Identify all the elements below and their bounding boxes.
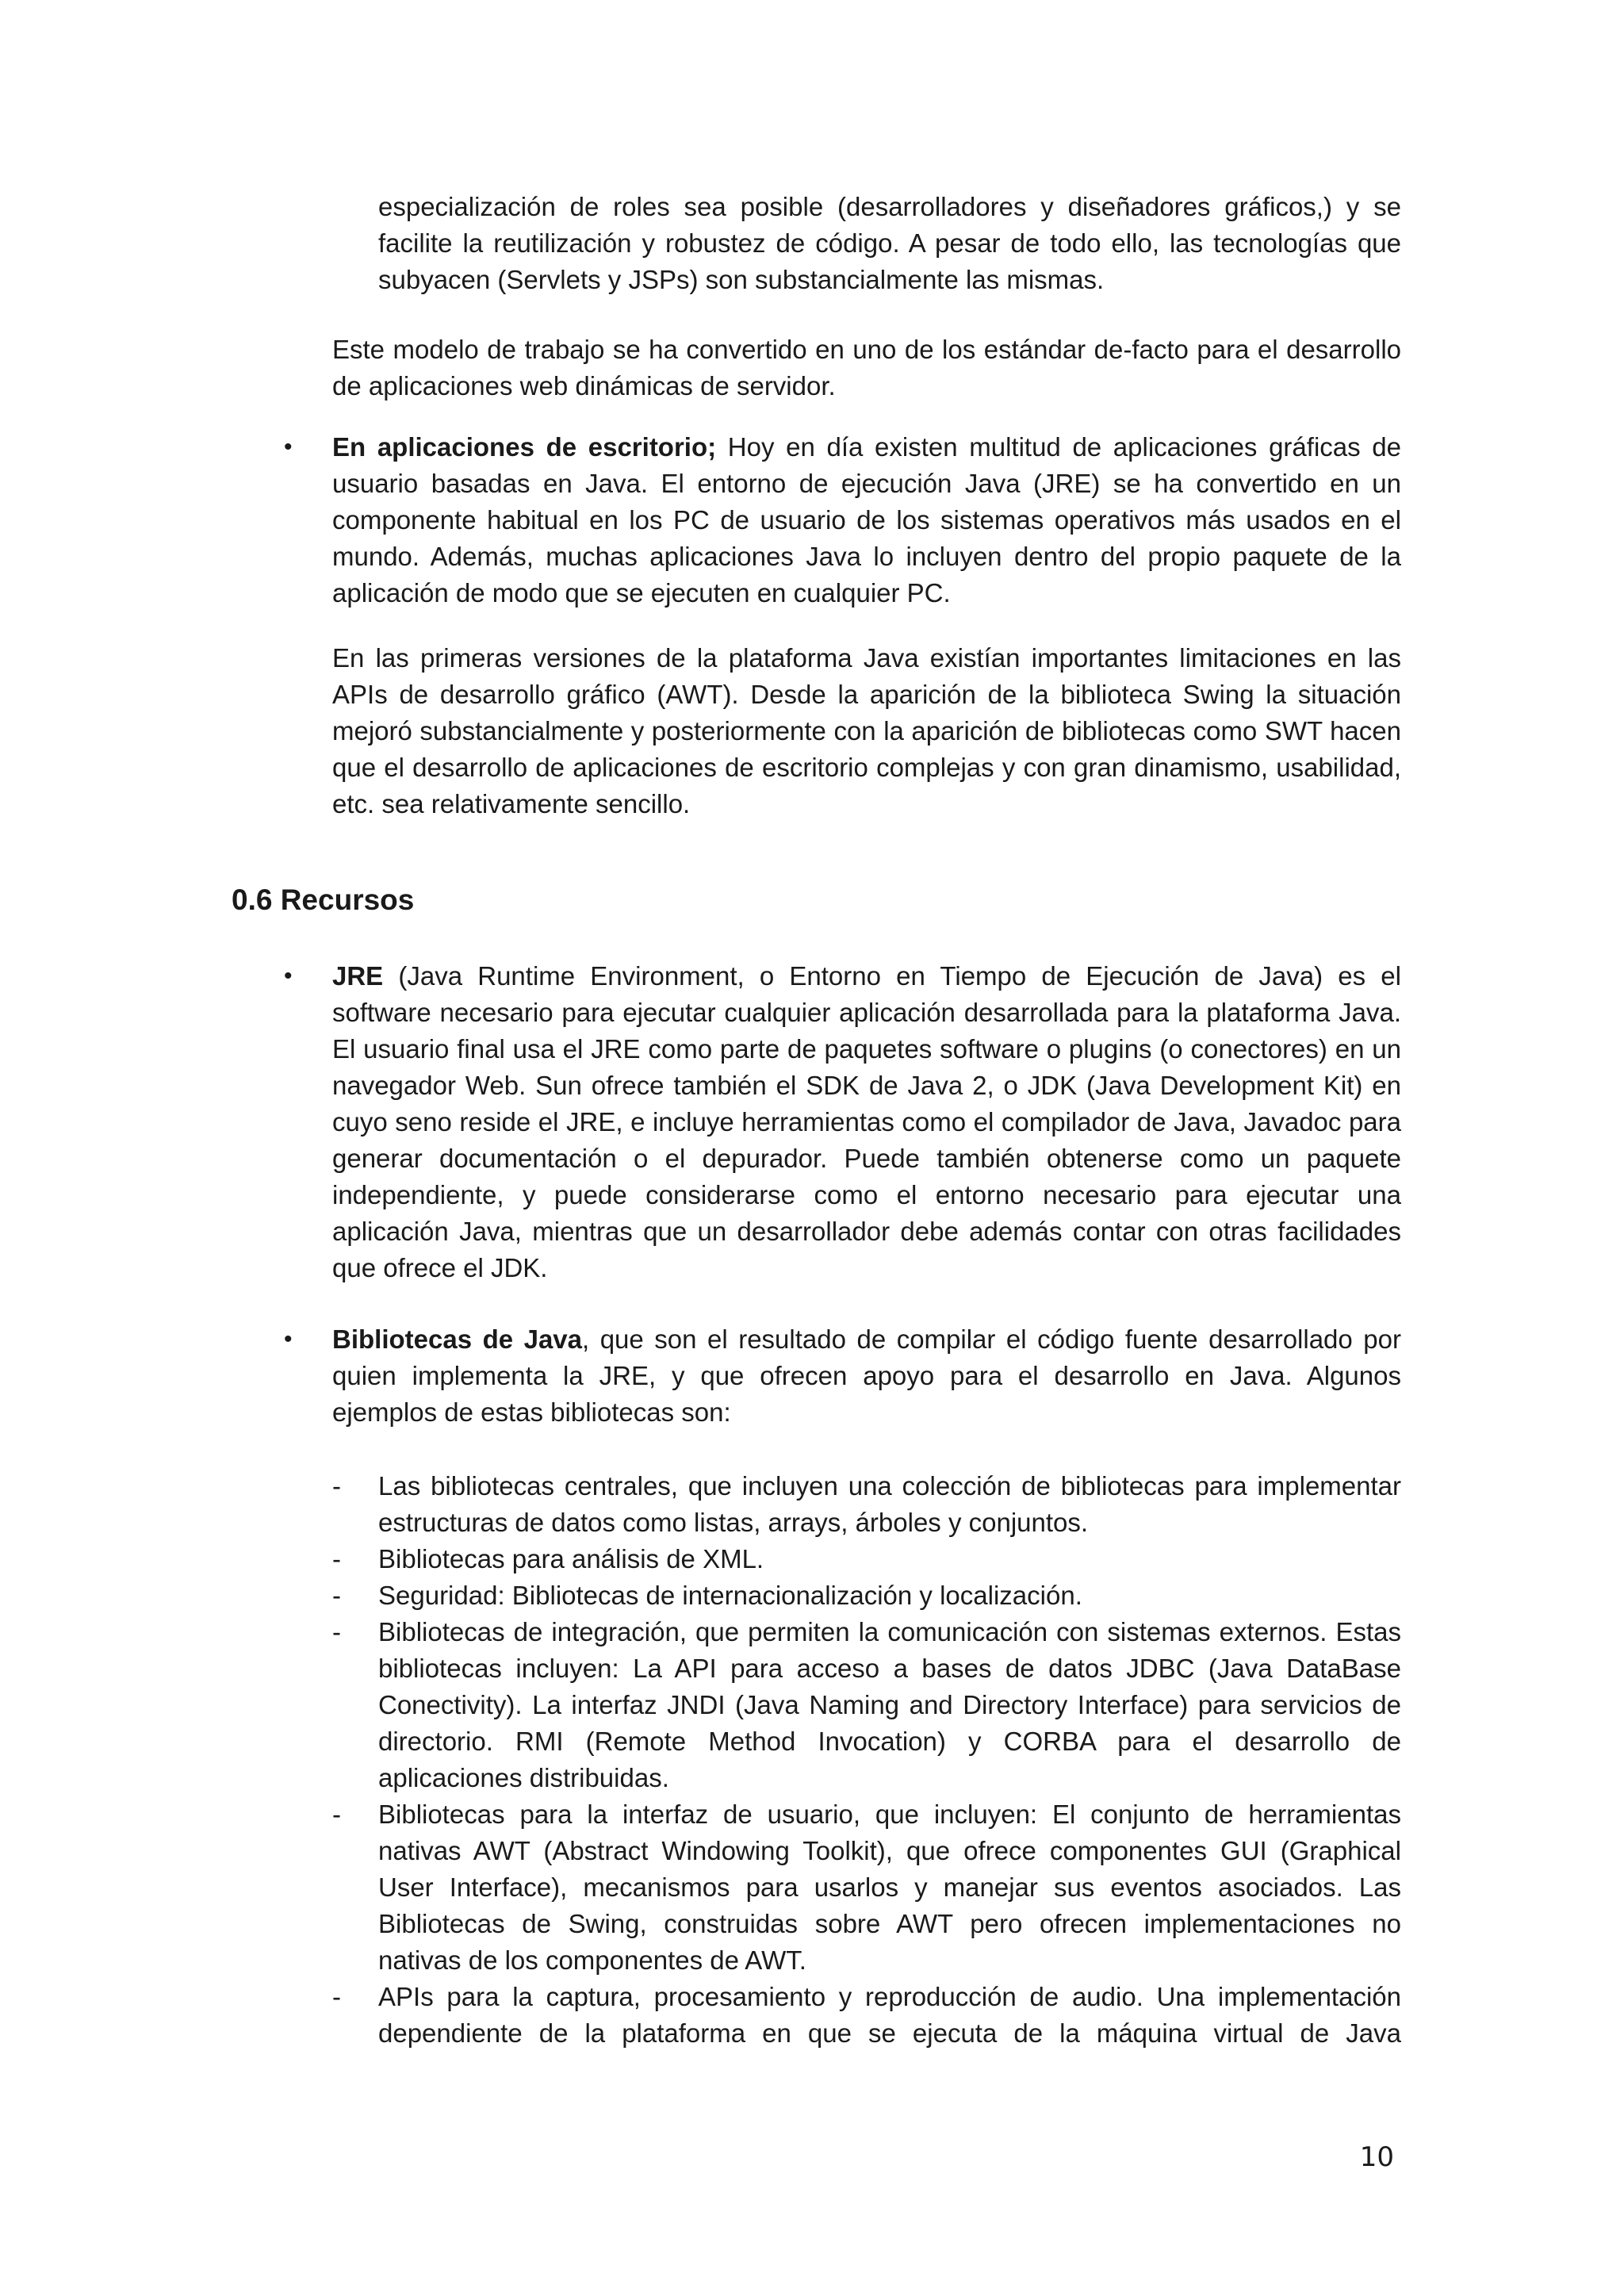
bullet-icon: • <box>284 963 293 989</box>
library-list-item: Seguridad: Bibliotecas de internacionalización y localización. <box>378 1581 1082 1610</box>
desktop-bullet-text: Hoy en día existen multitud de aplicaciones gráficas de usuario basadas en Java. El entorno de ejecución Java (JRE) se ha convertido en un componente habitual en los PC de usuario de los sistemas operativos más usados en el mundo. Además, muchas aplicaciones Java lo incluyen dentro del propio paquete de la aplicación de modo que se ejecuten en cualquier PC. <box>332 432 1401 608</box>
model-paragraph: Este modelo de trabajo se ha convertido en uno de los estándar de-facto para el desarrollo de aplicaciones web dinámicas de servidor. <box>332 335 1401 401</box>
jre-bullet-paragraph <box>332 958 1401 1286</box>
libraries-bullet-text: , que son el resultado de compilar el código fuente desarrollado por quien implementa la JRE, y que ofrecen apoyo para el desarrollo en Java. Algunos ejemplos de estas bibliotecas son: <box>332 1324 1401 1427</box>
dash-marker: - <box>332 1581 341 1610</box>
library-list-item: Bibliotecas para análisis de XML. <box>378 1544 764 1573</box>
jre-bullet-title: JRE <box>332 961 384 991</box>
desktop-bullet-paragraph <box>332 429 1401 611</box>
jre-bullet-text: (Java Runtime Environment, o Entorno en Tiempo de Ejecución de Java) es el software necesario para ejecutar cualquier aplicación desarrollada para la plataforma Java. El usuario final usa el JRE como parte de paquetes software o plugins (o conectores) en un navegador Web. Sun ofrece también el SDK de Java 2, o JDK (Java Development Kit) en cuyo seno reside el JRE, e incluye herramientas como el compilador de Java, Javadoc para generar documentación o el depurador. Puede también obtenerse como un paquete independiente, y puede considerarse como el entorno necesario para ejecutar una aplicación Java, mientras que un desarrollador debe además contar con otras facilidades que ofrece el JDK. <box>332 961 1401 1282</box>
page-number: 10 <box>1359 2141 1394 2173</box>
bullet-icon: • <box>284 1326 293 1352</box>
dash-marker: - <box>332 1982 341 2011</box>
library-list-item: Las bibliotecas centrales, que incluyen una colección de bibliotecas para implementar estructuras de datos como listas, arrays, árboles y conjuntos. <box>378 1471 1401 1537</box>
bullet-icon: • <box>284 434 293 460</box>
dash-marker: - <box>332 1800 341 1829</box>
desktop-bullet-title: En aplicaciones de escritorio; <box>332 432 717 462</box>
section-heading: 0.6 Recursos <box>232 884 415 916</box>
libraries-bullet-title: Bibliotecas de Java <box>332 1324 583 1354</box>
intro-continuation-paragraph: especialización de roles sea posible (desarrolladores y diseñadores gráficos,) y se facilite la reutilización y robustez de código. A pesar de todo ello, las tecnologías que subyacen (Servlets y JSPs) son substancialmente las mismas. <box>378 192 1401 294</box>
desktop-paragraph-2: En las primeras versiones de la plataforma Java existían importantes limitaciones en las APIs de desarrollo gráfico (AWT). Desde la aparición de la biblioteca Swing la situación mejoró substancialmente y posteriormente con la aparición de bibliotecas como SWT hacen que el desarrollo de aplicaciones de escritorio complejas y con gran dinamismo, usabilidad, etc. sea relativamente sencillo. <box>332 643 1401 818</box>
dash-marker: - <box>332 1617 341 1646</box>
library-list-item: Bibliotecas de integración, que permiten la comunicación con sistemas externos. Estas bibliotecas incluyen: La API para acceso a bases de datos JDBC (Java DataBase Conectivity). La interfaz JNDI (Java Naming and Directory Interface) para servicios de directorio. RMI (Remote Method Invocation) y CORBA para el desarrollo de aplicaciones distribuidas. <box>378 1617 1401 1792</box>
libraries-bullet-paragraph <box>332 1321 1401 1431</box>
library-list-item: APIs para la captura, procesamiento y reproducción de audio. Una implementación dependiente de la plataforma en que se ejecuta de la máquina virtual de Java <box>378 1982 1401 2048</box>
library-list-item: Bibliotecas para la interfaz de usuario, que incluyen: El conjunto de herramientas nativas AWT (Abstract Windowing Toolkit), que ofrece componentes GUI (Graphical User Interface), mecanismos para usarlos y manejar sus eventos asociados. Las Bibliotecas de Swing, construidas sobre AWT pero ofrecen implementaciones no nativas de los componentes de AWT. <box>378 1800 1401 1975</box>
dash-marker: - <box>332 1471 341 1501</box>
dash-marker: - <box>332 1544 341 1573</box>
